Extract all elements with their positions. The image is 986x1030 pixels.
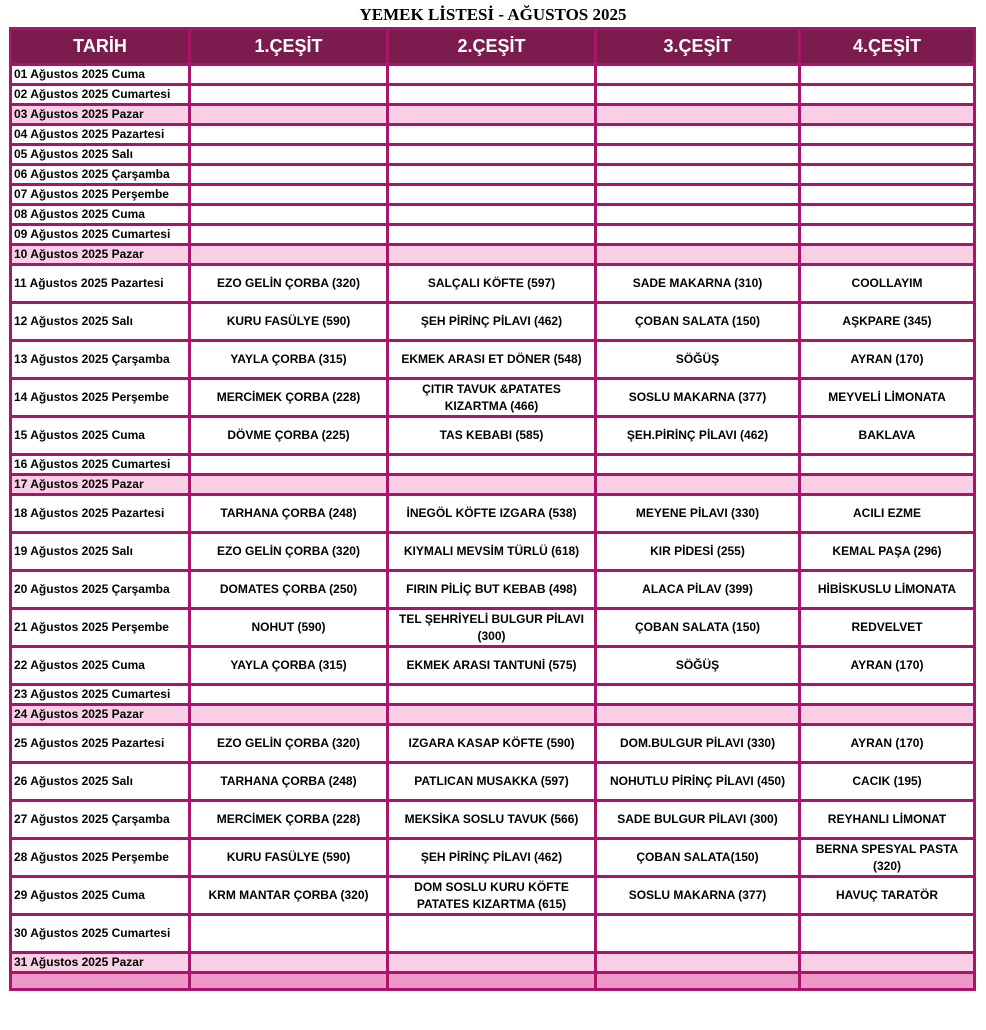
dish-cell-4 bbox=[800, 185, 975, 205]
dish-cell-3: NOHUTLU PİRİNÇ PİLAVI (450) bbox=[596, 763, 800, 801]
dish-cell-4: REYHANLI LİMONAT bbox=[800, 801, 975, 839]
dish-cell-2 bbox=[388, 953, 596, 973]
date-cell: 29 Ağustos 2025 Cuma bbox=[11, 877, 190, 915]
date-cell: 20 Ağustos 2025 Çarşamba bbox=[11, 571, 190, 609]
date-cell: 25 Ağustos 2025 Pazartesi bbox=[11, 725, 190, 763]
date-cell: 09 Ağustos 2025 Cumartesi bbox=[11, 225, 190, 245]
date-cell: 14 Ağustos 2025 Perşembe bbox=[11, 379, 190, 417]
dish-cell-2 bbox=[388, 145, 596, 165]
dish-cell-3: ÇOBAN SALATA (150) bbox=[596, 303, 800, 341]
table-row bbox=[11, 205, 975, 225]
table-row bbox=[11, 877, 975, 915]
menu-table bbox=[9, 27, 976, 991]
menu-body bbox=[11, 65, 975, 990]
dish-cell-1: MERCİMEK ÇORBA (228) bbox=[190, 379, 388, 417]
dish-cell-2 bbox=[388, 65, 596, 85]
table-row bbox=[11, 953, 975, 973]
dish-cell-2: ŞEH PİRİNÇ PİLAVI (462) bbox=[388, 303, 596, 341]
dish-cell-1 bbox=[190, 953, 388, 973]
dish-cell-3: ÇOBAN SALATA(150) bbox=[596, 839, 800, 877]
dish-cell-4 bbox=[800, 165, 975, 185]
dish-cell-1: KRM MANTAR ÇORBA (320) bbox=[190, 877, 388, 915]
dish-cell-2: İNEGÖL KÖFTE IZGARA (538) bbox=[388, 495, 596, 533]
dish-cell-4 bbox=[800, 475, 975, 495]
dish-cell-2: ÇITIR TAVUK &PATATES KIZARTMA (466) bbox=[388, 379, 596, 417]
table-row bbox=[11, 763, 975, 801]
dish-cell-4: HİBİSKUSLU LİMONATA bbox=[800, 571, 975, 609]
table-row bbox=[11, 647, 975, 685]
dish-cell-3 bbox=[596, 245, 800, 265]
table-row bbox=[11, 379, 975, 417]
dish-cell-4 bbox=[800, 205, 975, 225]
dish-cell-3: SADE MAKARNA (310) bbox=[596, 265, 800, 303]
dish-cell-4 bbox=[800, 245, 975, 265]
dish-cell-4 bbox=[800, 455, 975, 475]
dish-cell-1: EZO GELİN ÇORBA (320) bbox=[190, 265, 388, 303]
date-cell: 08 Ağustos 2025 Cuma bbox=[11, 205, 190, 225]
dish-cell-1 bbox=[190, 915, 388, 953]
date-cell: 17 Ağustos 2025 Pazar bbox=[11, 475, 190, 495]
table-row bbox=[11, 685, 975, 705]
dish-cell-3 bbox=[596, 225, 800, 245]
dish-cell-4: COOLLAYIM bbox=[800, 265, 975, 303]
dish-cell-2: DOM SOSLU KURU KÖFTE PATATES KIZARTMA (615) bbox=[388, 877, 596, 915]
dish-cell-2 bbox=[388, 105, 596, 125]
table-row bbox=[11, 839, 975, 877]
table-row bbox=[11, 185, 975, 205]
dish-cell-2: ŞEH PİRİNÇ PİLAVI (462) bbox=[388, 839, 596, 877]
dish-cell-3 bbox=[596, 105, 800, 125]
dish-cell-3 bbox=[596, 185, 800, 205]
date-cell: 30 Ağustos 2025 Cumartesi bbox=[11, 915, 190, 953]
dish-cell-4: REDVELVET bbox=[800, 609, 975, 647]
dish-cell-1 bbox=[190, 455, 388, 475]
date-cell: 03 Ağustos 2025 Pazar bbox=[11, 105, 190, 125]
date-cell: 27 Ağustos 2025 Çarşamba bbox=[11, 801, 190, 839]
dish-cell-1: EZO GELİN ÇORBA (320) bbox=[190, 725, 388, 763]
date-cell: 18 Ağustos 2025 Pazartesi bbox=[11, 495, 190, 533]
dish-cell-1 bbox=[190, 65, 388, 85]
dish-cell-2: EKMEK ARASI TANTUNİ (575) bbox=[388, 647, 596, 685]
dish-cell-1: TARHANA ÇORBA (248) bbox=[190, 495, 388, 533]
table-row bbox=[11, 265, 975, 303]
dish-cell-1 bbox=[190, 145, 388, 165]
dish-cell-1: NOHUT (590) bbox=[190, 609, 388, 647]
dish-cell-1 bbox=[190, 245, 388, 265]
dish-cell-3: SÖĞÜŞ bbox=[596, 341, 800, 379]
dish-cell-4 bbox=[800, 915, 975, 953]
table-row bbox=[11, 801, 975, 839]
dish-cell-3 bbox=[596, 455, 800, 475]
dish-cell-1 bbox=[190, 85, 388, 105]
table-row bbox=[11, 495, 975, 533]
dish-cell-2: FIRIN PİLİÇ BUT KEBAB (498) bbox=[388, 571, 596, 609]
dish-cell-4: AYRAN (170) bbox=[800, 341, 975, 379]
dish-cell-1 bbox=[190, 105, 388, 125]
dish-cell-3 bbox=[596, 145, 800, 165]
date-cell: 22 Ağustos 2025 Cuma bbox=[11, 647, 190, 685]
dish-cell-3: SÖĞÜŞ bbox=[596, 647, 800, 685]
dish-cell-4: AŞKPARE (345) bbox=[800, 303, 975, 341]
column-header-dish-4: 4.ÇEŞİT bbox=[800, 29, 975, 65]
dish-cell-3: SOSLU MAKARNA (377) bbox=[596, 379, 800, 417]
dish-cell-4 bbox=[800, 85, 975, 105]
date-cell: 06 Ağustos 2025 Çarşamba bbox=[11, 165, 190, 185]
table-row bbox=[11, 65, 975, 85]
dish-cell-4: AYRAN (170) bbox=[800, 647, 975, 685]
dish-cell-4: BERNA SPESYAL PASTA (320) bbox=[800, 839, 975, 877]
dish-cell-4 bbox=[800, 105, 975, 125]
dish-cell-2 bbox=[388, 685, 596, 705]
date-cell: 31 Ağustos 2025 Pazar bbox=[11, 953, 190, 973]
table-row bbox=[11, 571, 975, 609]
dish-cell-2: EKMEK ARASI ET DÖNER (548) bbox=[388, 341, 596, 379]
dish-cell-4 bbox=[800, 705, 975, 725]
dish-cell-1: KURU FASÜLYE (590) bbox=[190, 839, 388, 877]
table-row bbox=[11, 417, 975, 455]
dish-cell-2: SALÇALI KÖFTE (597) bbox=[388, 265, 596, 303]
dish-cell-3 bbox=[596, 685, 800, 705]
dish-cell-4 bbox=[800, 125, 975, 145]
dish-cell-2 bbox=[388, 85, 596, 105]
date-cell: 21 Ağustos 2025 Perşembe bbox=[11, 609, 190, 647]
dish-cell-3: MEYENE PİLAVI (330) bbox=[596, 495, 800, 533]
dish-cell-4: CACIK (195) bbox=[800, 763, 975, 801]
dish-cell-3 bbox=[596, 205, 800, 225]
table-row bbox=[11, 725, 975, 763]
date-cell: 16 Ağustos 2025 Cumartesi bbox=[11, 455, 190, 475]
dish-cell-4 bbox=[800, 953, 975, 973]
dish-cell-1 bbox=[190, 475, 388, 495]
dish-cell-1 bbox=[190, 165, 388, 185]
dish-cell-3: ALACA PİLAV (399) bbox=[596, 571, 800, 609]
page-title: YEMEK LİSTESİ - AĞUSTOS 2025 bbox=[359, 5, 627, 24]
dish-cell-3 bbox=[596, 85, 800, 105]
dish-cell-3 bbox=[596, 915, 800, 953]
dish-cell-2: IZGARA KASAP KÖFTE (590) bbox=[388, 725, 596, 763]
dish-cell-2 bbox=[388, 125, 596, 145]
column-header-date: TARİH bbox=[11, 29, 190, 65]
dish-cell-2 bbox=[388, 705, 596, 725]
dish-cell-3 bbox=[596, 65, 800, 85]
footer-row bbox=[11, 973, 975, 990]
dish-cell-2 bbox=[388, 225, 596, 245]
table-row bbox=[11, 915, 975, 953]
date-cell: 13 Ağustos 2025 Çarşamba bbox=[11, 341, 190, 379]
table-row bbox=[11, 341, 975, 379]
date-cell: 28 Ağustos 2025 Perşembe bbox=[11, 839, 190, 877]
dish-cell-2 bbox=[388, 185, 596, 205]
date-cell: 02 Ağustos 2025 Cumartesi bbox=[11, 85, 190, 105]
dish-cell-1: MERCİMEK ÇORBA (228) bbox=[190, 801, 388, 839]
dish-cell-4: MEYVELİ LİMONATA bbox=[800, 379, 975, 417]
date-cell: 12 Ağustos 2025 Salı bbox=[11, 303, 190, 341]
date-cell: 07 Ağustos 2025 Perşembe bbox=[11, 185, 190, 205]
date-cell: 24 Ağustos 2025 Pazar bbox=[11, 705, 190, 725]
date-cell: 04 Ağustos 2025 Pazartesi bbox=[11, 125, 190, 145]
dish-cell-1: EZO GELİN ÇORBA (320) bbox=[190, 533, 388, 571]
dish-cell-3 bbox=[596, 125, 800, 145]
dish-cell-1 bbox=[190, 125, 388, 145]
dish-cell-3 bbox=[596, 165, 800, 185]
dish-cell-3: SOSLU MAKARNA (377) bbox=[596, 877, 800, 915]
dish-cell-2 bbox=[388, 475, 596, 495]
dish-cell-4: ACILI EZME bbox=[800, 495, 975, 533]
column-header-dish-1: 1.ÇEŞİT bbox=[190, 29, 388, 65]
dish-cell-1: KURU FASÜLYE (590) bbox=[190, 303, 388, 341]
dish-cell-1 bbox=[190, 705, 388, 725]
dish-cell-4 bbox=[800, 65, 975, 85]
dish-cell-4: KEMAL PAŞA (296) bbox=[800, 533, 975, 571]
table-row bbox=[11, 455, 975, 475]
dish-cell-4: BAKLAVA bbox=[800, 417, 975, 455]
table-row bbox=[11, 225, 975, 245]
dish-cell-2: KIYMALI MEVSİM TÜRLÜ (618) bbox=[388, 533, 596, 571]
table-row bbox=[11, 609, 975, 647]
dish-cell-1: DOMATES ÇORBA (250) bbox=[190, 571, 388, 609]
dish-cell-4 bbox=[800, 685, 975, 705]
dish-cell-3: ŞEH.PİRİNÇ PİLAVI (462) bbox=[596, 417, 800, 455]
dish-cell-4: HAVUÇ TARATÖR bbox=[800, 877, 975, 915]
dish-cell-2: TEL ŞEHRİYELİ BULGUR PİLAVI (300) bbox=[388, 609, 596, 647]
table-row bbox=[11, 303, 975, 341]
dish-cell-1 bbox=[190, 225, 388, 245]
table-row bbox=[11, 145, 975, 165]
dish-cell-4: AYRAN (170) bbox=[800, 725, 975, 763]
dish-cell-3: SADE BULGUR PİLAVI (300) bbox=[596, 801, 800, 839]
date-cell: 05 Ağustos 2025 Salı bbox=[11, 145, 190, 165]
dish-cell-4 bbox=[800, 145, 975, 165]
table-row bbox=[11, 105, 975, 125]
date-cell: 23 Ağustos 2025 Cumartesi bbox=[11, 685, 190, 705]
dish-cell-3: DOM.BULGUR PİLAVI (330) bbox=[596, 725, 800, 763]
date-cell: 15 Ağustos 2025 Cuma bbox=[11, 417, 190, 455]
date-cell: 10 Ağustos 2025 Pazar bbox=[11, 245, 190, 265]
dish-cell-2 bbox=[388, 205, 596, 225]
column-header-dish-3: 3.ÇEŞİT bbox=[596, 29, 800, 65]
table-row bbox=[11, 475, 975, 495]
dish-cell-2: PATLICAN MUSAKKA (597) bbox=[388, 763, 596, 801]
table-row bbox=[11, 125, 975, 145]
table-row bbox=[11, 533, 975, 571]
dish-cell-2 bbox=[388, 165, 596, 185]
table-row bbox=[11, 85, 975, 105]
dish-cell-2: MEKSİKA SOSLU TAVUK (566) bbox=[388, 801, 596, 839]
dish-cell-1 bbox=[190, 185, 388, 205]
table-row bbox=[11, 245, 975, 265]
dish-cell-2 bbox=[388, 915, 596, 953]
dish-cell-3 bbox=[596, 953, 800, 973]
column-header-dish-2: 2.ÇEŞİT bbox=[388, 29, 596, 65]
dish-cell-2: TAS KEBABI (585) bbox=[388, 417, 596, 455]
date-cell: 26 Ağustos 2025 Salı bbox=[11, 763, 190, 801]
dish-cell-1: TARHANA ÇORBA (248) bbox=[190, 763, 388, 801]
header-row bbox=[11, 29, 975, 65]
dish-cell-2 bbox=[388, 455, 596, 475]
date-cell: 19 Ağustos 2025 Salı bbox=[11, 533, 190, 571]
dish-cell-4 bbox=[800, 225, 975, 245]
table-row bbox=[11, 165, 975, 185]
dish-cell-3: ÇOBAN SALATA (150) bbox=[596, 609, 800, 647]
dish-cell-1: DÖVME ÇORBA (225) bbox=[190, 417, 388, 455]
dish-cell-1 bbox=[190, 205, 388, 225]
dish-cell-1: YAYLA ÇORBA (315) bbox=[190, 341, 388, 379]
dish-cell-3 bbox=[596, 705, 800, 725]
dish-cell-1 bbox=[190, 685, 388, 705]
date-cell: 01 Ağustos 2025 Cuma bbox=[11, 65, 190, 85]
dish-cell-2 bbox=[388, 245, 596, 265]
dish-cell-3 bbox=[596, 475, 800, 495]
dish-cell-1: YAYLA ÇORBA (315) bbox=[190, 647, 388, 685]
date-cell: 11 Ağustos 2025 Pazartesi bbox=[11, 265, 190, 303]
dish-cell-3: KIR PİDESİ (255) bbox=[596, 533, 800, 571]
table-row bbox=[11, 705, 975, 725]
